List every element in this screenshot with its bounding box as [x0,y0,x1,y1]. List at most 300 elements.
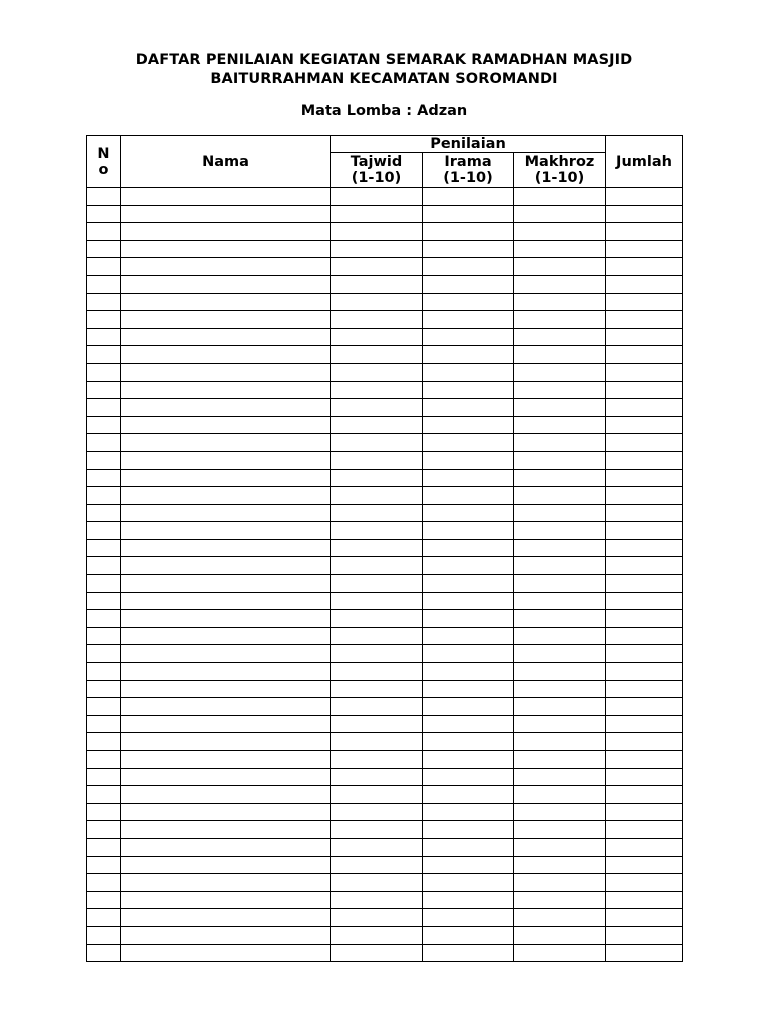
cell-makhroz [514,645,606,663]
cell-no [87,768,121,786]
cell-no [87,575,121,593]
cell-makhroz [514,522,606,540]
cell-makhroz [514,223,606,241]
cell-makhroz [514,557,606,575]
cell-jumlah [606,838,683,856]
table-row [87,786,683,804]
cell-irama [423,381,514,399]
cell-irama [423,733,514,751]
cell-tajwid [331,821,423,839]
header-makhroz-line-1: Makhroz [524,154,595,170]
cell-no [87,504,121,522]
cell-makhroz [514,275,606,293]
cell-jumlah [606,346,683,364]
header-makhroz [514,153,606,188]
table-header [87,136,683,188]
table-row [87,363,683,381]
header-irama-line-1: Irama [444,154,492,170]
cell-jumlah [606,944,683,962]
cell-irama [423,258,514,276]
cell-irama [423,610,514,628]
table-row [87,381,683,399]
cell-no [87,891,121,909]
cell-makhroz [514,434,606,452]
cell-nama [121,293,331,311]
cell-irama [423,627,514,645]
cell-nama [121,399,331,417]
cell-no [87,381,121,399]
cell-jumlah [606,223,683,241]
cell-jumlah [606,856,683,874]
cell-no [87,416,121,434]
cell-irama [423,751,514,769]
cell-jumlah [606,416,683,434]
cell-makhroz [514,944,606,962]
cell-jumlah [606,328,683,346]
cell-nama [121,575,331,593]
cell-no [87,715,121,733]
cell-irama [423,698,514,716]
table-row [87,821,683,839]
cell-nama [121,328,331,346]
cell-irama [423,838,514,856]
table-row [87,258,683,276]
table-row [87,680,683,698]
cell-jumlah [606,698,683,716]
cell-makhroz [514,328,606,346]
cell-jumlah [606,275,683,293]
cell-nama [121,381,331,399]
header-no-line-1: N [97,145,110,162]
cell-makhroz [514,856,606,874]
header-no [87,136,121,188]
table-row [87,416,683,434]
table-row [87,311,683,329]
table-row [87,856,683,874]
cell-irama [423,715,514,733]
cell-irama [423,328,514,346]
cell-no [87,399,121,417]
cell-no [87,240,121,258]
cell-no [87,645,121,663]
title-line-2: BAITURRAHMAN KECAMATAN SOROMANDI [210,71,558,87]
cell-irama [423,363,514,381]
cell-tajwid [331,733,423,751]
cell-irama [423,592,514,610]
cell-jumlah [606,575,683,593]
cell-tajwid [331,363,423,381]
cell-tajwid [331,311,423,329]
cell-tajwid [331,205,423,223]
cell-jumlah [606,557,683,575]
cell-jumlah [606,539,683,557]
table-row [87,698,683,716]
table-row [87,627,683,645]
cell-nama [121,803,331,821]
cell-makhroz [514,909,606,927]
cell-makhroz [514,627,606,645]
cell-makhroz [514,381,606,399]
cell-irama [423,399,514,417]
cell-nama [121,363,331,381]
cell-nama [121,786,331,804]
cell-nama [121,592,331,610]
cell-jumlah [606,451,683,469]
table-row [87,645,683,663]
cell-jumlah [606,891,683,909]
cell-tajwid [331,592,423,610]
cell-no [87,258,121,276]
table-row [87,293,683,311]
cell-tajwid [331,434,423,452]
cell-irama [423,874,514,892]
table-row [87,803,683,821]
cell-irama [423,240,514,258]
cell-tajwid [331,645,423,663]
cell-makhroz [514,715,606,733]
cell-nama [121,926,331,944]
cell-no [87,469,121,487]
table-row [87,610,683,628]
cell-makhroz [514,926,606,944]
cell-irama [423,856,514,874]
cell-makhroz [514,240,606,258]
cell-tajwid [331,188,423,206]
cell-irama [423,803,514,821]
table-row [87,592,683,610]
cell-no [87,434,121,452]
cell-tajwid [331,627,423,645]
cell-no [87,909,121,927]
cell-nama [121,856,331,874]
cell-tajwid [331,293,423,311]
cell-nama [121,275,331,293]
cell-no [87,223,121,241]
table-row [87,434,683,452]
cell-no [87,451,121,469]
header-no-line-2: o [98,161,109,178]
header-jumlah [606,136,683,188]
cell-jumlah [606,399,683,417]
cell-no [87,786,121,804]
cell-irama [423,487,514,505]
table-row [87,205,683,223]
cell-tajwid [331,874,423,892]
cell-tajwid [331,487,423,505]
header-nama-label: Nama [202,153,249,170]
cell-no [87,663,121,681]
header-jumlah-label: Jumlah [616,153,672,170]
cell-tajwid [331,909,423,927]
cell-irama [423,786,514,804]
cell-makhroz [514,311,606,329]
cell-nama [121,487,331,505]
cell-jumlah [606,645,683,663]
cell-irama [423,768,514,786]
cell-makhroz [514,487,606,505]
cell-no [87,680,121,698]
cell-irama [423,434,514,452]
table-row [87,751,683,769]
table-row [87,504,683,522]
cell-irama [423,293,514,311]
cell-nama [121,751,331,769]
cell-tajwid [331,944,423,962]
cell-nama [121,627,331,645]
cell-no [87,627,121,645]
cell-jumlah [606,258,683,276]
cell-no [87,487,121,505]
cell-tajwid [331,539,423,557]
cell-tajwid [331,698,423,716]
cell-tajwid [331,575,423,593]
cell-tajwid [331,275,423,293]
cell-tajwid [331,557,423,575]
cell-jumlah [606,293,683,311]
cell-jumlah [606,434,683,452]
table-row [87,188,683,206]
cell-jumlah [606,240,683,258]
cell-nama [121,539,331,557]
document-title [0,51,768,89]
cell-no [87,293,121,311]
cell-makhroz [514,733,606,751]
cell-irama [423,416,514,434]
cell-no [87,275,121,293]
table-row [87,451,683,469]
cell-nama [121,698,331,716]
cell-irama [423,944,514,962]
table-row [87,240,683,258]
table-row [87,944,683,962]
cell-makhroz [514,891,606,909]
cell-jumlah [606,610,683,628]
cell-tajwid [331,715,423,733]
cell-makhroz [514,258,606,276]
header-tajwid-line-2: (1-10) [351,170,402,186]
cell-jumlah [606,786,683,804]
cell-makhroz [514,539,606,557]
cell-tajwid [331,680,423,698]
cell-jumlah [606,469,683,487]
table-row [87,469,683,487]
table-row [87,926,683,944]
cell-irama [423,926,514,944]
cell-no [87,328,121,346]
table-row [87,275,683,293]
cell-makhroz [514,698,606,716]
table-row [87,838,683,856]
cell-nama [121,874,331,892]
cell-tajwid [331,522,423,540]
table-row [87,715,683,733]
table-body [87,188,683,962]
table-row [87,663,683,681]
table-row [87,768,683,786]
cell-no [87,944,121,962]
cell-no [87,733,121,751]
cell-nama [121,434,331,452]
cell-jumlah [606,487,683,505]
cell-jumlah [606,768,683,786]
title-line-1: DAFTAR PENILAIAN KEGIATAN SEMARAK RAMADHAN MASJID [135,52,633,68]
cell-nama [121,680,331,698]
cell-jumlah [606,592,683,610]
cell-jumlah [606,926,683,944]
cell-irama [423,522,514,540]
cell-no [87,557,121,575]
cell-no [87,188,121,206]
cell-makhroz [514,399,606,417]
cell-jumlah [606,680,683,698]
cell-makhroz [514,803,606,821]
cell-irama [423,504,514,522]
cell-jumlah [606,311,683,329]
cell-no [87,926,121,944]
cell-makhroz [514,575,606,593]
cell-makhroz [514,416,606,434]
cell-tajwid [331,610,423,628]
cell-makhroz [514,363,606,381]
cell-jumlah [606,188,683,206]
cell-jumlah [606,733,683,751]
cell-makhroz [514,610,606,628]
cell-irama [423,909,514,927]
cell-jumlah [606,381,683,399]
cell-nama [121,944,331,962]
table-row [87,874,683,892]
cell-nama [121,416,331,434]
table-row [87,539,683,557]
cell-jumlah [606,909,683,927]
cell-nama [121,610,331,628]
cell-nama [121,733,331,751]
cell-irama [423,680,514,698]
cell-tajwid [331,469,423,487]
cell-jumlah [606,821,683,839]
cell-jumlah [606,751,683,769]
cell-jumlah [606,504,683,522]
cell-tajwid [331,399,423,417]
cell-no [87,346,121,364]
cell-no [87,698,121,716]
cell-nama [121,909,331,927]
cell-nama [121,240,331,258]
cell-nama [121,821,331,839]
table-row [87,399,683,417]
cell-jumlah [606,205,683,223]
cell-no [87,610,121,628]
cell-no [87,821,121,839]
cell-nama [121,451,331,469]
cell-nama [121,715,331,733]
table-row [87,557,683,575]
cell-irama [423,451,514,469]
table-row [87,346,683,364]
cell-no [87,751,121,769]
cell-nama [121,768,331,786]
cell-makhroz [514,768,606,786]
cell-nama [121,504,331,522]
cell-nama [121,838,331,856]
cell-makhroz [514,663,606,681]
cell-tajwid [331,451,423,469]
cell-tajwid [331,926,423,944]
cell-nama [121,891,331,909]
competition-subtitle: Mata Lomba : Adzan [300,103,468,119]
table-row [87,223,683,241]
cell-tajwid [331,891,423,909]
cell-no [87,205,121,223]
header-tajwid-line-1: Tajwid [350,154,403,170]
cell-makhroz [514,188,606,206]
cell-nama [121,663,331,681]
cell-tajwid [331,346,423,364]
cell-nama [121,522,331,540]
cell-makhroz [514,504,606,522]
table-row [87,487,683,505]
cell-makhroz [514,592,606,610]
cell-irama [423,311,514,329]
cell-tajwid [331,504,423,522]
cell-tajwid [331,751,423,769]
cell-nama [121,258,331,276]
cell-nama [121,205,331,223]
cell-tajwid [331,838,423,856]
cell-irama [423,223,514,241]
cell-nama [121,223,331,241]
cell-irama [423,205,514,223]
header-irama [423,153,514,188]
cell-no [87,311,121,329]
cell-jumlah [606,627,683,645]
cell-tajwid [331,381,423,399]
header-irama-line-2: (1-10) [443,170,493,186]
cell-irama [423,821,514,839]
cell-no [87,803,121,821]
cell-tajwid [331,786,423,804]
cell-irama [423,663,514,681]
cell-jumlah [606,363,683,381]
cell-nama [121,188,331,206]
cell-tajwid [331,856,423,874]
table-row [87,909,683,927]
cell-irama [423,557,514,575]
cell-nama [121,557,331,575]
cell-nama [121,346,331,364]
cell-jumlah [606,715,683,733]
table-row [87,575,683,593]
cell-makhroz [514,346,606,364]
cell-tajwid [331,328,423,346]
cell-makhroz [514,874,606,892]
cell-irama [423,346,514,364]
header-tajwid [331,153,423,188]
cell-makhroz [514,786,606,804]
cell-nama [121,645,331,663]
cell-irama [423,575,514,593]
cell-tajwid [331,240,423,258]
cell-irama [423,891,514,909]
cell-no [87,522,121,540]
cell-no [87,838,121,856]
cell-jumlah [606,874,683,892]
header-makhroz-line-2: (1-10) [534,170,585,186]
cell-jumlah [606,803,683,821]
cell-nama [121,311,331,329]
table-row [87,522,683,540]
table-row [87,891,683,909]
